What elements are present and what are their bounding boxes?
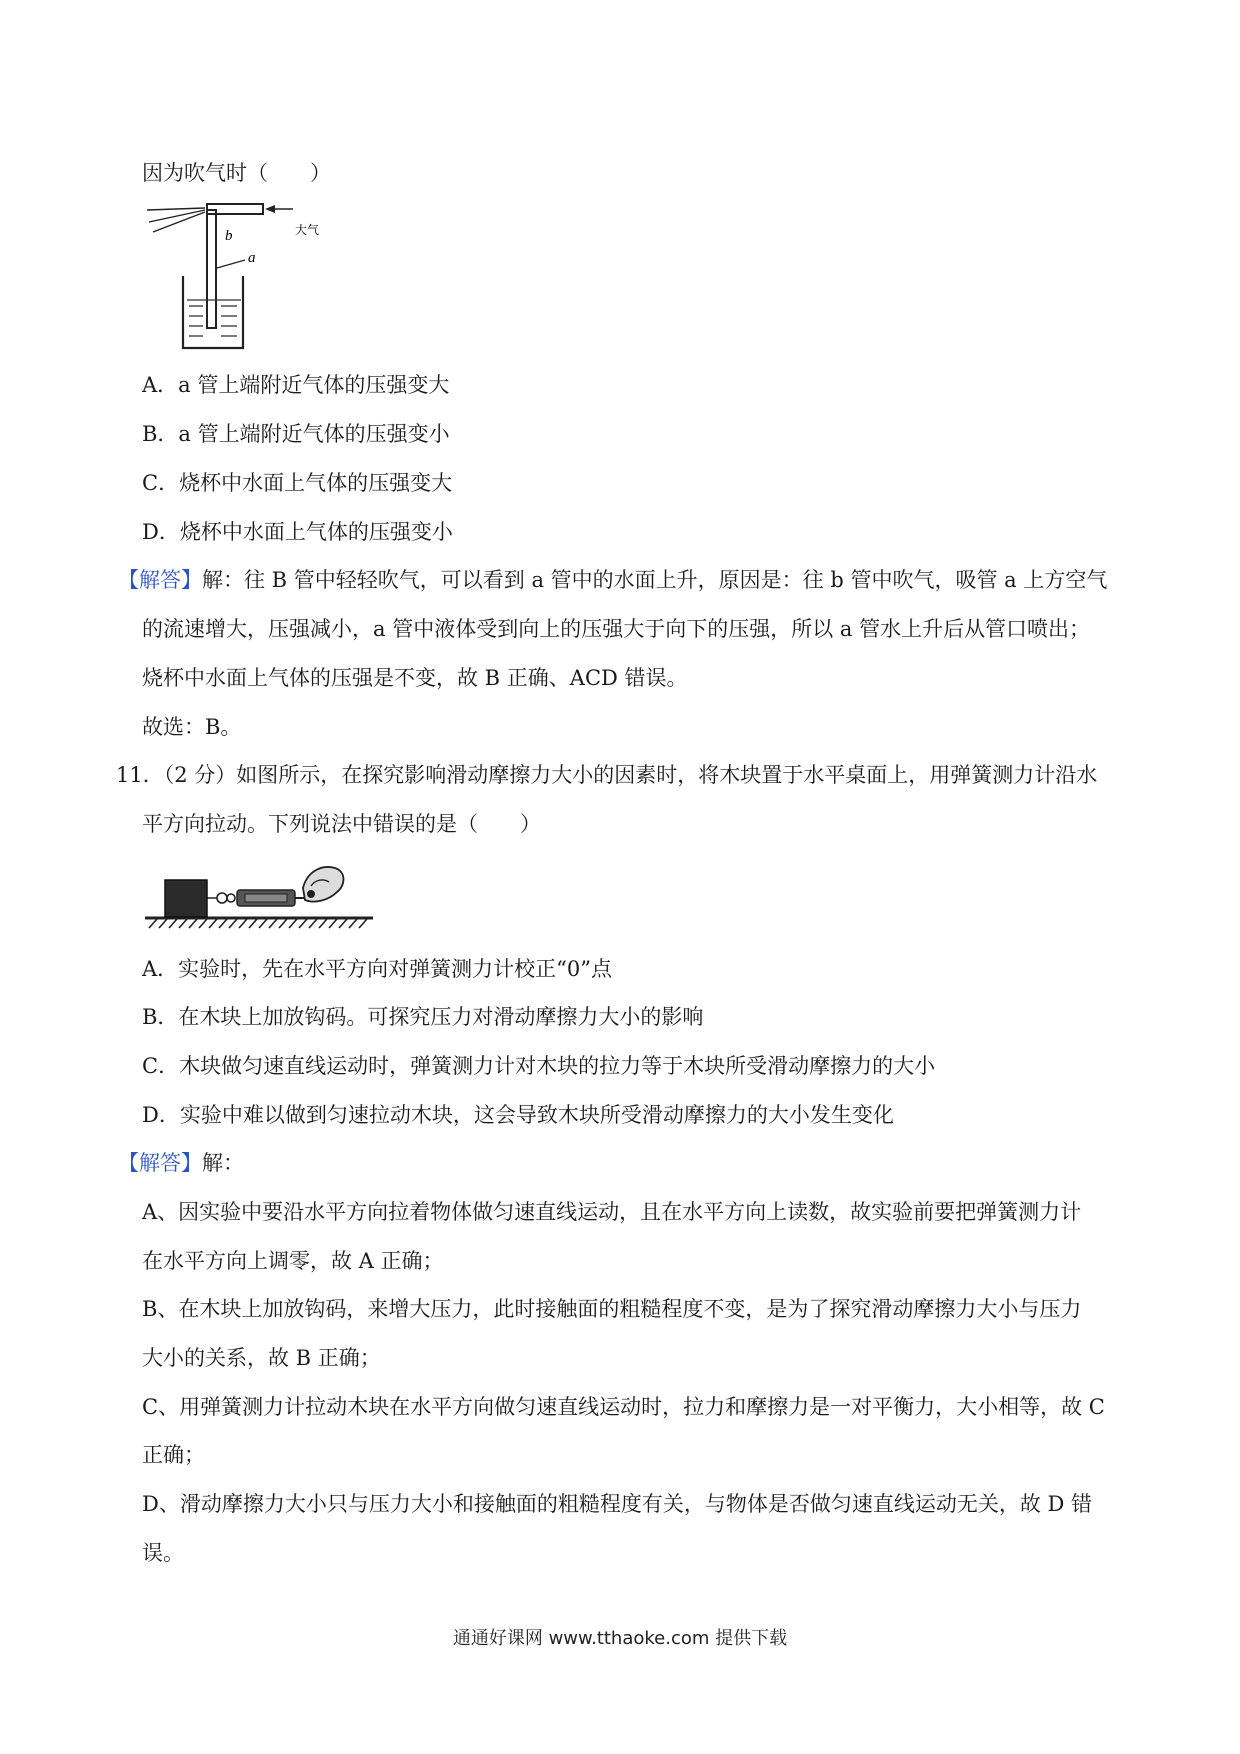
q11-stem-line-1: 11．（2 分）如图所示，在探究影响滑动摩擦力大小的因素时，将木块置于水平桌面上，用弹簧测力计沿水 bbox=[116, 763, 1098, 787]
label-b: b bbox=[225, 228, 233, 244]
q11-option-c: C．木块做匀速直线运动时，弹簧测力计对木块的拉力等于木块所受滑动摩擦力的大小 bbox=[142, 1054, 936, 1078]
label-a: a bbox=[248, 250, 256, 266]
q10-choice: 故选：B。 bbox=[142, 715, 242, 739]
label-air: 大气 bbox=[295, 223, 320, 237]
q10-answer-line-3: 烧杯中水面上气体的压强是不变，故 B 正确、ACD 错误。 bbox=[142, 666, 688, 690]
q11-option-a: A．实验时，先在水平方向对弹簧测力计校正“0”点 bbox=[142, 957, 612, 981]
page-footer: 通通好课网 www.tthaoke.com 提供下载 bbox=[452, 1628, 788, 1649]
q10-answer-line-2: 的流速增大，压强减小，a 管中液体受到向上的压强大于向下的压强，所以 a 管水上升后从管口喷出； bbox=[142, 617, 1091, 641]
q10-figure-blowing-tube bbox=[145, 196, 325, 356]
q11-answer-line-6: 正确； bbox=[142, 1443, 205, 1467]
q11-answer-line-3: B、在木块上加放钩码，来增大压力，此时接触面的粗糙程度不变，是为了探究滑动摩擦力大小与压力 bbox=[142, 1297, 1082, 1321]
q10-option-b: B．a 管上端附近气体的压强变小 bbox=[142, 422, 450, 446]
q11-option-b: B．在木块上加放钩码。可探究压力对滑动摩擦力大小的影响 bbox=[142, 1005, 704, 1029]
q11-answer-head: 【解答】解： bbox=[118, 1151, 244, 1175]
q10-option-a: A．a 管上端附近气体的压强变大 bbox=[142, 373, 450, 397]
q10-stem-tail: 因为吹气时（ ） bbox=[142, 161, 331, 185]
q11-answer-line-7: D、滑动摩擦力大小只与压力大小和接触面的粗糙程度有关，与物体是否做匀速直线运动无关，故 D 错 bbox=[142, 1492, 1093, 1516]
q11-option-d: D．实验中难以做到匀速拉动木块，这会导致木块所受滑动摩擦力的大小发生变化 bbox=[142, 1103, 894, 1127]
q11-figure-spring-scale bbox=[145, 850, 375, 930]
q11-answer-line-2: 在水平方向上调零，故 A 正确； bbox=[142, 1249, 444, 1273]
q10-option-c: C．烧杯中水面上气体的压强变大 bbox=[142, 471, 453, 495]
q11-answer-line-5: C、用弹簧测力计拉动木块在水平方向做匀速直线运动时，拉力和摩擦力是一对平衡力，大小相等，故 C bbox=[142, 1395, 1105, 1419]
q11-answer-line-1: A、因实验中要沿水平方向拉着物体做匀速直线运动，且在水平方向上读数，故实验前要把弹簧测力计 bbox=[142, 1200, 1082, 1224]
q10-option-d: D．烧杯中水面上气体的压强变小 bbox=[142, 520, 453, 544]
q11-stem-line-2: 平方向拉动。下列说法中错误的是（ ） bbox=[142, 812, 541, 836]
q11-answer-line-8: 误。 bbox=[142, 1541, 184, 1565]
q11-answer-tag: 【解答】 bbox=[118, 1151, 202, 1175]
q10-answer-tag: 【解答】 bbox=[118, 568, 202, 592]
q11-answer-line-4: 大小的关系，故 B 正确； bbox=[142, 1346, 381, 1370]
q10-answer-line-1: 【解答】解：往 B 管中轻轻吹气，可以看到 a 管中的水面上升，原因是：往 b 管中吹气，吸管 a 上方空气 bbox=[118, 568, 1108, 592]
